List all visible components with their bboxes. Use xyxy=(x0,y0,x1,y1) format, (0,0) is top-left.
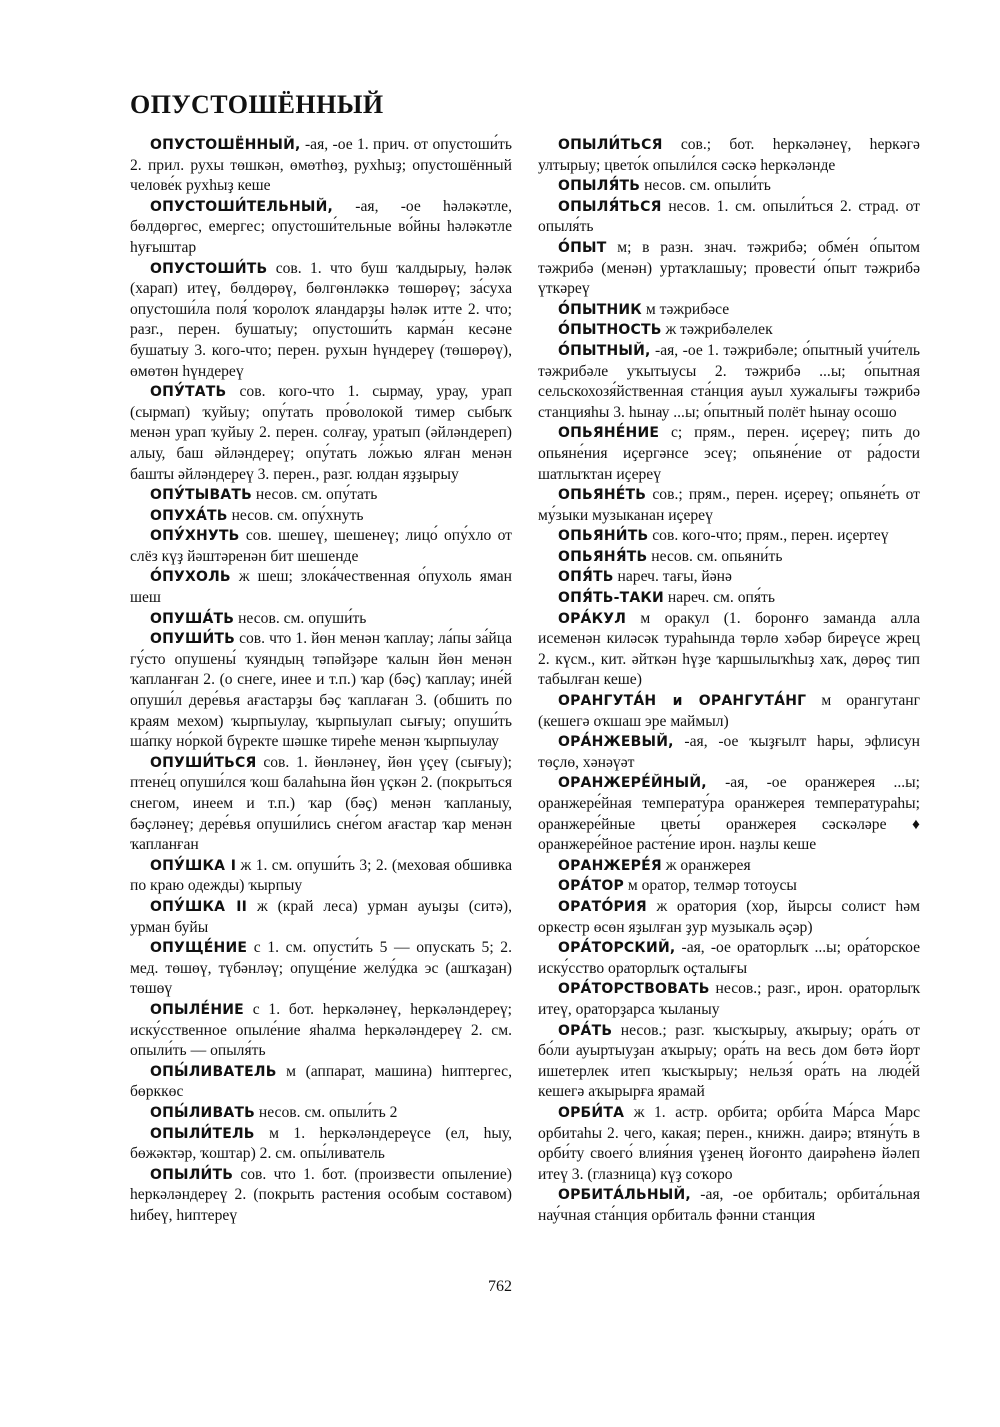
entry-definition: нареч. тағы, йәнә xyxy=(617,568,732,586)
entry-definition: -ая, -ое һәләкәтле, бөлдөргөс, емергес; опустоши́тельные во́йны һәләкәтле һуғыштар xyxy=(130,197,512,256)
dictionary-entry xyxy=(538,300,920,321)
entry-headword: ОРБИ́ТА xyxy=(558,1104,625,1121)
dictionary-entry xyxy=(538,876,920,897)
entry-headword: ОПУСТОШИ́ТЬ xyxy=(150,260,268,277)
entry-definition: м оратор, телмәр тотоусы xyxy=(627,877,797,895)
dictionary-entry xyxy=(538,609,920,691)
dictionary-entry xyxy=(130,526,512,567)
entry-headword: ОПЬЯНЕ́ТЬ xyxy=(558,487,647,504)
entry-headword: ОПУЩЕ́НИЕ xyxy=(150,940,248,957)
dictionary-entry xyxy=(130,506,512,527)
dictionary-entry xyxy=(538,1021,920,1103)
entry-headword: О́ПУХОЛЬ xyxy=(150,569,231,586)
entry-headword: ОПЫ́ЛИВАТЕЛЬ xyxy=(150,1063,277,1080)
entry-definition: -ая, -ое ораторлыҡ ...ы; ора́торское иску́сство ораторлыҡ оҫталығы xyxy=(538,939,920,977)
entry-definition: сов. 1. что буш ҡалдырыу, һәләк (харап) итеү, бөлдөрөү, бөлгөнләккә төшөрөү; за́суха опустоши́ла поля́ ҡоролоҡ яландарҙы һәләк итте 2. что; разг., перен. бушатыу; опустоши́ть карма́н кесәне бушатыу 3. кого-что; перен. рухын һүндереү (төшөрөү), өмөтөн һүндереү xyxy=(130,259,512,380)
entry-definition: -ая, -ое ҡыҙғылт һары, эфлисун төҫлө, хәнәүәт xyxy=(538,733,920,771)
entry-headword: ОРА́НЖЕВЫЙ, xyxy=(558,734,674,751)
entry-headword: ОПУШИ́ТЬ xyxy=(150,631,236,648)
entry-headword: О́ПЫТНОСТЬ xyxy=(558,322,662,339)
dictionary-entry xyxy=(130,609,512,630)
dictionary-entry xyxy=(538,732,920,773)
page-number: 762 xyxy=(488,1278,512,1295)
dictionary-entry xyxy=(130,485,512,506)
entry-definition: м 1. һеркәләндереүсе (ел, һыу, бөжәктәр, ҡоштар) 2. см. опы́ливатель xyxy=(130,1124,512,1163)
dictionary-entry xyxy=(130,856,512,897)
dictionary-entry xyxy=(538,1103,920,1185)
entry-headword: ОПУ́ХНУТЬ xyxy=(150,528,240,545)
entry-definition: сов. что 1. йөн менән ҡаплау; ла́пы за́йца гу́сто опушены́ ҡуяндың тәпәйҙәре ҡалын йөн менән ҡапланған 2. (о снеге, инее и т.п.) ҡар (бәҫ) ҡаплау; ине́й опуши́л дере́вья ағастарҙы бәҫ ҡаплаған 3. (обшить по краям мехом) ҡырпыулау, ҡырпыулап сығыу; опуши́ть ша́пку но́ркой бүректе шәшке тиреһе менән ҡырпыулау xyxy=(130,630,512,751)
entry-definition: несов. см. опу́хнуть xyxy=(231,506,364,524)
dictionary-entry xyxy=(538,320,920,341)
entry-headword: ОПУСТОШЁННЫЙ, xyxy=(150,137,301,153)
entry-headword: ОРАНЖЕРЕ́ЙНЫЙ, xyxy=(558,775,707,792)
dictionary-entry xyxy=(130,1103,512,1124)
dictionary-entry xyxy=(130,1000,512,1062)
entry-definition: несов.; разг., ирон. ораторлыҡ итеү, ораторҙарса ҡыланыу xyxy=(538,980,920,1018)
dictionary-entry xyxy=(130,753,512,856)
entry-headword: О́ПЫТНИК xyxy=(558,301,642,318)
entry-definition: м тәжрибәсе xyxy=(645,300,730,318)
entry-definition: м оракул (1. боронғо заманда алла исеменән киләсәк тураһында төрлө хәбәр биреүсе жрец 2. күсм., кит. әйткән һүҙе ҡаршылыҡһыҙ хаҡ, дөрөҫ тип табылған кеше) xyxy=(538,609,920,689)
entry-headword: ОПУСТОШИ́ТЕЛЬНЫЙ, xyxy=(150,198,334,215)
entry-definition: ж (край леса) урман ауыҙы (ситә), урман буйы xyxy=(130,897,512,936)
entry-headword: ОРАНГУТА́Н и ОРАНГУТА́НГ xyxy=(558,693,807,710)
dictionary-entry xyxy=(538,341,920,423)
dictionary-entry xyxy=(538,773,920,855)
dictionary-entry xyxy=(538,938,920,979)
entry-headword: ОРА́КУЛ xyxy=(558,610,627,627)
entry-headword: ОПЬЯНЯ́ТЬ xyxy=(558,548,648,565)
dictionary-entry xyxy=(130,197,512,259)
entry-definition: сов. кого-что; прям., перен. иҫертеү xyxy=(652,527,889,545)
dictionary-entry xyxy=(538,567,920,588)
dictionary-entry xyxy=(538,856,920,877)
entry-definition: нареч. см. опя́ть xyxy=(667,589,775,607)
entry-headword: ОПЫЛИ́ТЬ xyxy=(150,1166,234,1183)
dictionary-entry xyxy=(130,382,512,485)
entry-headword: ОРАТО́РИЯ xyxy=(558,898,647,915)
entry-definition: с 1. см. опусти́ть 5 — опускать 5; 2. мед. төшөү, түбәнләү; опуще́ние желу́дка эс (ашҡаҙан) төшөү xyxy=(130,939,512,998)
entry-headword: ОРБИТА́ЛЬНЫЙ, xyxy=(558,1187,691,1204)
dictionary-entry xyxy=(130,938,512,1000)
entry-headword: ОПЯ́ТЬ-ТАКИ xyxy=(558,590,664,607)
entry-definition: сов.; прям., перен. иҫереү; опьяне́ть от му́зыки музыканан иҫереү xyxy=(538,486,920,524)
entry-headword: ОРА́ТЬ xyxy=(558,1022,613,1039)
entry-headword: ОПЫЛИ́ТЬСЯ xyxy=(558,137,663,153)
dictionary-entry xyxy=(538,979,920,1020)
entry-headword: ОПУ́ТЫВАТЬ xyxy=(150,487,252,504)
entry-headword: ОПЬЯНЕ́НИЕ xyxy=(558,425,660,442)
dictionary-entry xyxy=(538,1185,920,1226)
entry-headword: О́ПЫТНЫЙ, xyxy=(558,342,651,359)
running-head: ОПУСТОШЁННЫЙ xyxy=(130,90,384,119)
entry-definition: -ая, -ое оранжерея ...ы; оранжере́йная температу́ра оранжерея температураһы; оранжере́йные цветы́ оранжерея сәскәләре ♦ оранжере́йное расте́ние ирон. наҙлы кеше xyxy=(538,774,920,854)
entry-headword: ОПУ́ШКА II xyxy=(150,898,248,915)
entry-definition: ж тәжрибәлелек xyxy=(665,321,773,339)
entry-headword: ОРА́ТОРСТВОВАТЬ xyxy=(558,981,710,998)
entry-definition: сов. кого-что 1. сырмау, урау, урап (сырмап) ҡуйыу; опу́тать про́волокой тимер сыбыҡ менән урап ҡуйыу 2. перен. солғау, уратып (әйләндереп) алыу, баш әйләндереү; опу́тать ло́жью ялған менән башты әйләндереү 3. перен., разг. юлдан яҙҙырыу xyxy=(130,383,512,483)
dictionary-entry xyxy=(538,897,920,938)
entry-definition: м (аппарат, машина) һиптергес, бөрккөс xyxy=(130,1062,512,1101)
entry-definition: -ая, -ое 1. тәжрибәле; о́пытный учи́тель тәжрибәле уҡытыусы 2. тәжрибә ...ы; о́пытная сельскохозя́йственная ста́нция ауыл хужалығы тәжрибә станцияһы 3. һынау ...ы; о́пытный полёт һынау осошо xyxy=(538,341,920,421)
dictionary-entry xyxy=(130,1165,512,1227)
entry-definition: сов. шешеү, шешенеү; лицо́ опу́хло от слёз күҙ йәштәренән бит шешенде xyxy=(130,527,512,565)
entry-headword: О́ПЫТ xyxy=(558,239,607,256)
dictionary-entry xyxy=(538,485,920,526)
entry-headword: ОПУШИ́ТЬСЯ xyxy=(150,754,257,771)
dictionary-entry xyxy=(130,629,512,753)
entry-headword: ОПЫЛИ́ТЕЛЬ xyxy=(150,1125,255,1142)
left-column xyxy=(130,135,512,1226)
entry-definition: с; прям., перен. иҫереү; пить до опьяне́ния иҫергәнсе эсеү; опьяне́ние от ра́дости шатлыҡтан иҫереү xyxy=(538,424,920,483)
entry-definition: -ая, -ое 1. прич. от опустоши́ть 2. прил. рухы төшкән, өмөтһөҙ, рухһыҙ; опустошённый челове́к рухһыҙ кеше xyxy=(130,136,512,195)
entry-definition: ж шеш; злока́чественная о́пухоль яман шеш xyxy=(130,568,512,607)
entry-headword: ОПЫЛЯ́ТЬСЯ xyxy=(558,198,662,215)
entry-headword: ОПЬЯНИ́ТЬ xyxy=(558,528,649,545)
entry-definition: с 1. бот. һеркәләнеү, һеркәләндереү; иску́сственное опыле́ние яһалма һеркәләндереү 2. см. опыли́ть — опыля́ть xyxy=(130,1000,512,1060)
dictionary-entry xyxy=(130,259,512,383)
dictionary-entry xyxy=(538,526,920,547)
entry-definition: -ая, -ое орбиталь; орбита́льная нау́чная ста́нция орбиталь фәнни станция xyxy=(538,1186,920,1224)
entry-definition: ж 1. см. опуши́ть 3; 2. (меховая обшивка по краю одежды) ҡырпыу xyxy=(130,856,512,895)
entry-definition: ж оранжерея xyxy=(665,856,751,874)
entry-definition: сов. что 1. бот. (произвести опыление) һеркәләндереү 2. (покрыть растения особым составом) һибеү, һиптереү xyxy=(130,1165,512,1224)
dictionary-entry xyxy=(130,1062,512,1103)
dictionary-entry xyxy=(130,1124,512,1165)
entry-headword: ОПУША́ТЬ xyxy=(150,610,235,627)
entry-definition: несов. см. опыли́ть xyxy=(644,177,771,195)
dictionary-entry xyxy=(538,176,920,197)
dictionary-entry xyxy=(538,423,920,485)
entry-headword: ОПЫЛЕ́НИЕ xyxy=(150,1001,244,1018)
entry-definition: несов. см. опьяни́ть xyxy=(651,547,783,565)
entry-headword: ОПЫ́ЛИВАТЬ xyxy=(150,1104,255,1121)
right-column xyxy=(538,135,920,1226)
entry-definition: несов. см. опу́тать xyxy=(255,486,378,504)
dictionary-entry xyxy=(538,135,920,176)
entry-headword: ОПЫЛЯ́ТЬ xyxy=(558,178,641,195)
entry-definition: сов. 1. йөнләнеү, йөн үҫеү (сығыу); птене́ц опуши́лся ҡош балаһына йөн үҫкән 2. (покрыться снегом, инеем и т.п.) ҡар (бәҫ) менән ҡапланыу, бәҫләнеү; дере́вья опуши́лись сне́гом ағастар ҡар менән ҡапланған xyxy=(130,753,512,854)
entry-headword: ОРА́ТОР xyxy=(558,878,624,895)
entry-definition: сов.; бот. һеркәләнеү, һеркәгә ултырыу; цвето́к опыли́лся сәскә һеркәләнде xyxy=(538,136,920,174)
dictionary-entry xyxy=(538,691,920,732)
dictionary-entry xyxy=(130,567,512,608)
entry-definition: м орангутанг (кешегә оҡшаш эре маймыл) xyxy=(538,692,920,730)
entry-headword: ОПУХА́ТЬ xyxy=(150,507,228,524)
dictionary-entry xyxy=(130,135,512,197)
entry-definition: ж 1. астр. орбита; орби́та Ма́рса Марс орбитаһы 2. чего, какая; перен., книжн. даирә; втяну́ть в орби́ту своего́ влия́ния үҙенең йоғонто даирәһенә йәлеп итеү 3. (глазница) күҙ соҡоро xyxy=(538,1103,920,1183)
dictionary-entry xyxy=(538,197,920,238)
entry-headword: ОПЯ́ТЬ xyxy=(558,569,614,586)
dictionary-entry xyxy=(130,897,512,938)
entry-headword: ОПУ́ШКА I xyxy=(150,857,237,874)
entry-definition: несов. см. опуши́ть xyxy=(238,609,367,627)
entry-definition: несов. 1. см. опыли́ться 2. страд. от опыля́ть xyxy=(538,197,920,236)
entry-headword: ОРА́ТОРСКИЙ, xyxy=(558,940,676,957)
entry-headword: ОПУ́ТАТЬ xyxy=(150,384,227,401)
entry-headword: ОРАНЖЕРЕ́Я xyxy=(558,857,662,874)
entry-definition: ж оратория (хор, йырсы солист һәм оркестр өсөн яҙылған ҙур музыкаль әҫәр) xyxy=(538,897,920,936)
entry-definition: несов. см. опыли́ть 2 xyxy=(258,1103,398,1121)
dictionary-entry xyxy=(538,588,920,609)
dictionary-entry xyxy=(538,547,920,568)
dictionary-entry xyxy=(538,238,920,300)
entry-definition: м; в разн. знач. тәжрибә; обме́н о́пытом тәжрибә (менән) уртаҡлашыу; провести́ о́пыт тәжрибә үткәреү xyxy=(538,238,920,298)
entry-definition: несов.; разг. ҡысҡырыу, аҡырыу; ора́ть от бо́ли ауыртыуҙан аҡырыу; ора́ть на весь дом бөтә йорт ишетерлек итеп ҡысҡырыу; нельзя́ ора́ть на люде́й кешегә аҡырырға ярамай xyxy=(538,1021,920,1101)
